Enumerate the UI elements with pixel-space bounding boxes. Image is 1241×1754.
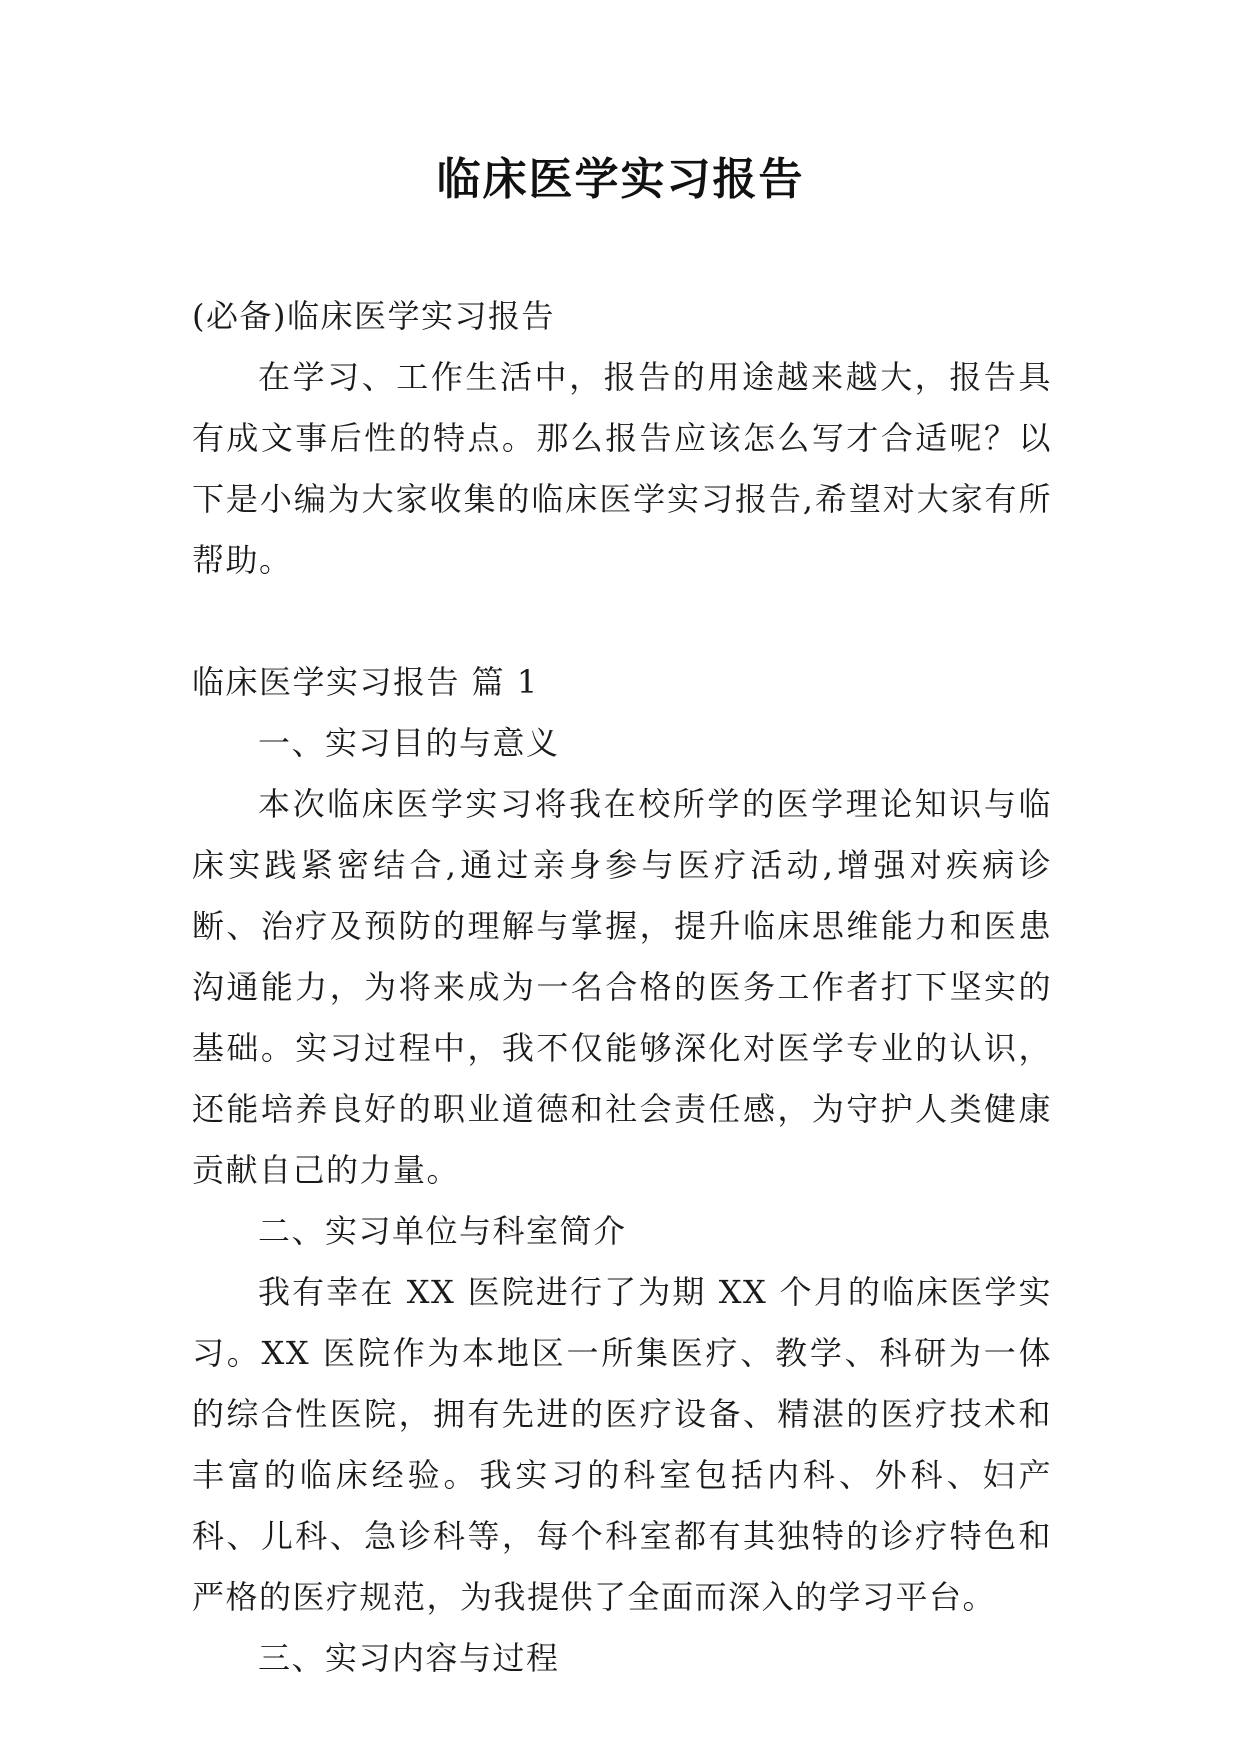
- intro-paragraph: 在学习、工作生活中，报告的用途越来越大，报告具有成文事后性的特点。那么报告应该怎么写才合适呢？以下是小编为大家收集的临床医学实习报告,希望对大家有所帮助。: [192, 358, 1052, 579]
- purpose-paragraph: 本次临床医学实习将我在校所学的医学理论知识与临床实践紧密结合,通过亲身参与医疗活动,增强对疾病诊断、治疗及预防的理解与掌握，提升临床思维能力和医患沟通能力，为将来成为一名合格的医务工作者打下坚实的基础。实习过程中，我不仅能够深化对医学专业的认识，还能培养良好的职业道德和社会责任感，为守护人类健康贡献自己的力量。: [192, 785, 1052, 1189]
- hospital-paragraph: 我有幸在 XX 医院进行了为期 XX 个月的临床医学实习。XX 医院作为本地区一所集医疗、教学、科研为一体的综合性医院，拥有先进的医疗设备、精湛的医疗技术和丰富的临床经验。我实习的科室包括内科、外科、妇产科、儿科、急诊科等，每个科室都有其独特的诊疗特色和严格的医疗规范，为我提供了全面而深入的学习平台。: [192, 1273, 1052, 1616]
- document-title: 临床医学实习报告: [436, 154, 805, 205]
- subsection-heading-2: 二、实习单位与科室简介: [258, 1212, 627, 1250]
- document-body: [192, 286, 1052, 1689]
- subsection-heading-3: 三、实习内容与过程: [258, 1639, 560, 1677]
- subsection-heading-1: 一、实习目的与意义: [258, 724, 560, 762]
- section-heading: 临床医学实习报告 篇 1: [192, 663, 539, 701]
- subtitle-line: (必备)临床医学实习报告: [192, 297, 555, 335]
